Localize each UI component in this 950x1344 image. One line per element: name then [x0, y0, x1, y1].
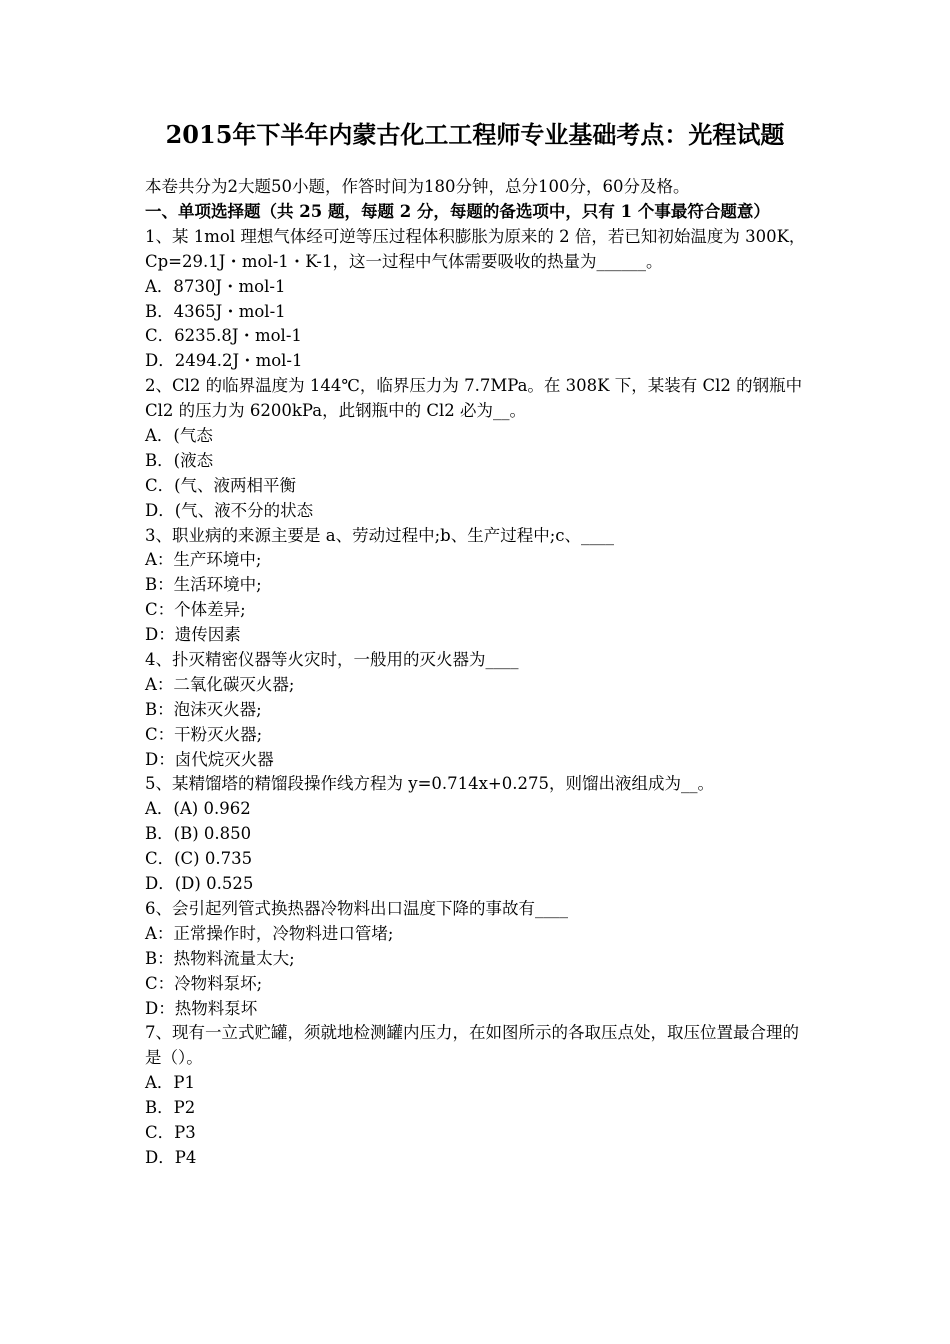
question-6-option-c: C：冷物料泵坏;	[145, 973, 263, 993]
question-4-option-d: D：卤代烷灭火器	[145, 749, 274, 769]
question-6-option-b: B：热物料流量太大;	[145, 948, 295, 968]
question-3-option-d: D：遗传因素	[145, 625, 241, 645]
question-4-option-b: B：泡沫灭火器;	[145, 699, 262, 719]
question-4: 4、扑灭精密仪器等火灾时，一般用的灭火器为____	[145, 650, 519, 670]
question-4-option-c: C：干粉灭火器;	[145, 724, 263, 744]
question-2-option-c: C．(气、液两相平衡	[145, 475, 297, 495]
question-7-option-d: D．P4	[145, 1147, 197, 1167]
question-6: 6、会引起列管式换热器冷物料出口温度下降的事故有____	[145, 898, 568, 918]
question-2: 2、Cl2 的临界温度为 144℃，临界压力为 7.7MPa。在 308K 下，某装有 Cl2 的钢瓶中 Cl2 的压力为 6200kPa，此钢瓶中的 Cl2 必为__。	[145, 376, 803, 421]
question-7: 7、现有一立式贮罐，须就地检测罐内压力，在如图所示的各取压点处，取压位置最合理的是（）。	[145, 1023, 799, 1068]
question-5: 5、某精馏塔的精馏段操作线方程为 y=0.714x+0.275，则馏出液组成为__。	[145, 774, 714, 794]
question-3-option-b: B：生活环境中;	[145, 575, 262, 595]
page-title: 2015年下半年内蒙古化工工程师专业基础考点：光程试题	[165, 120, 785, 149]
question-1-option-d: D．2494.2J・mol-1	[145, 351, 303, 371]
question-4-option-a: A：二氧化碳灭火器;	[145, 674, 295, 694]
question-3-option-a: A：生产环境中;	[145, 550, 262, 570]
question-2-option-b: B．(液态	[145, 450, 214, 470]
question-7-option-a: A．P1	[145, 1073, 196, 1093]
question-5-option-b: B．(B) 0.850	[145, 824, 252, 844]
exam-intro: 本卷共分为2大题50小题，作答时间为180分钟，总分100分，60分及格。	[145, 177, 690, 196]
question-7-option-b: B．P2	[145, 1098, 196, 1118]
question-5-option-d: D．(D) 0.525	[145, 874, 254, 894]
document-body	[145, 175, 810, 1171]
question-6-option-d: D：热物料泵坏	[145, 998, 258, 1018]
question-3: 3、职业病的来源主要是 a、劳动过程中;b、生产过程中;c、____	[145, 525, 615, 545]
question-2-option-a: A．(气态	[145, 425, 213, 445]
question-6-option-a: A：正常操作时，冷物料进口管堵;	[145, 923, 394, 943]
question-3-option-c: C：个体差异;	[145, 600, 246, 620]
question-7-option-c: C．P3	[145, 1123, 196, 1143]
question-2-option-d: D．(气、液不分的状态	[145, 500, 314, 520]
question-1-option-a: A．8730J・mol-1	[145, 276, 286, 296]
question-1: 1、某 1mol 理想气体经可逆等压过程体积膨胀为原来的 2 倍，若已知初始温度为 300K，Cp=29.1J・mol-1・K-1，这一过程中气体需要吸收的热量为______。	[145, 226, 806, 271]
question-1-option-c: C．6235.8J・mol-1	[145, 326, 302, 346]
question-5-option-a: A．(A) 0.962	[145, 799, 251, 819]
section-heading: 一、单项选择题（共 25 题，每题 2 分，每题的备选项中，只有 1 个事最符合题意）	[145, 201, 770, 221]
question-1-option-b: B．4365J・mol-1	[145, 301, 286, 321]
question-5-option-c: C．(C) 0.735	[145, 849, 253, 869]
